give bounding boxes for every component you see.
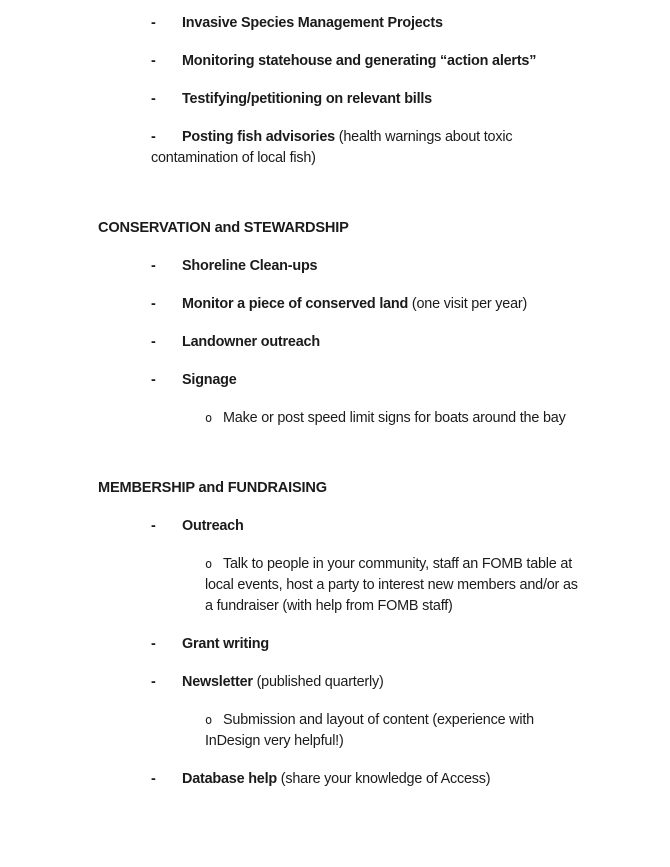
dash-bullet-marker: - (151, 334, 156, 350)
bullet-text-bold: Grant writing (182, 636, 269, 652)
bullet-text-normal: (health warnings about toxic contamination of local fish) (151, 129, 513, 166)
dash-bullet-marker: - (151, 771, 156, 787)
bullet-item (151, 634, 584, 655)
dash-bullet-marker: - (151, 636, 156, 652)
bullet-item (151, 13, 584, 34)
bullet-text-bold: Testifying/petitioning on relevant bills (182, 91, 432, 107)
sub-bullet-text: Talk to people in your community, staff an FOMB table at local events, host a party to interest new members and/or as a fundraiser (with help from FOMB staff) (205, 556, 578, 614)
bullet-item (151, 672, 584, 693)
bullet-text-bold: Invasive Species Management Projects (182, 15, 443, 31)
bullet-text-bold: Monitor a piece of conserved land (182, 296, 409, 312)
sub-bullet-text: Submission and layout of content (experience with InDesign very helpful!) (205, 712, 534, 749)
dash-bullet-marker: - (151, 129, 156, 145)
section-heading: CONSERVATION and STEWARDSHIP (98, 220, 349, 236)
dash-bullet-marker: - (151, 15, 156, 31)
dash-bullet-marker: - (151, 296, 156, 312)
bullet-text-normal: (published quarterly) (252, 674, 384, 690)
bullet-text-bold: Database help (182, 771, 277, 787)
bullet-text-bold: Outreach (182, 518, 244, 534)
bullet-item (151, 769, 584, 790)
bullet-item (151, 370, 584, 391)
bullet-item (151, 256, 584, 277)
sub-bullet-item (205, 554, 584, 617)
bullet-item (151, 127, 584, 169)
dash-bullet-marker: - (151, 518, 156, 534)
bullet-text-normal: (one visit per year) (408, 296, 528, 312)
bullet-text-bold: Newsletter (182, 674, 253, 690)
dash-bullet-marker: - (151, 53, 156, 69)
bullet-text-normal: (share your knowledge of Access) (276, 771, 491, 787)
bullet-item (151, 332, 584, 353)
bullet-text-bold: Shoreline Clean-ups (182, 258, 318, 274)
bullet-text-bold: Posting fish advisories (182, 129, 335, 145)
bullet-item (151, 294, 584, 315)
bullet-item (151, 51, 584, 72)
sub-bullet-text: Make or post speed limit signs for boats around the bay (223, 410, 566, 426)
dash-bullet-marker: - (151, 372, 156, 388)
circle-bullet-marker: o (205, 557, 213, 571)
dash-bullet-marker: - (151, 674, 156, 690)
bullet-item (151, 89, 584, 110)
bullet-text-bold: Landowner outreach (182, 334, 320, 350)
dash-bullet-marker: - (151, 258, 156, 274)
sub-bullet-item (205, 710, 584, 752)
circle-bullet-marker: o (205, 411, 213, 425)
dash-bullet-marker: - (151, 91, 156, 107)
bullet-text-bold: Signage (182, 372, 237, 388)
circle-bullet-marker: o (205, 713, 213, 727)
section-heading: MEMBERSHIP and FUNDRAISING (98, 480, 327, 496)
sub-bullet-item (205, 408, 584, 429)
bullet-item (151, 516, 584, 537)
bullet-text-bold: Monitoring statehouse and generating “action alerts” (182, 53, 537, 69)
